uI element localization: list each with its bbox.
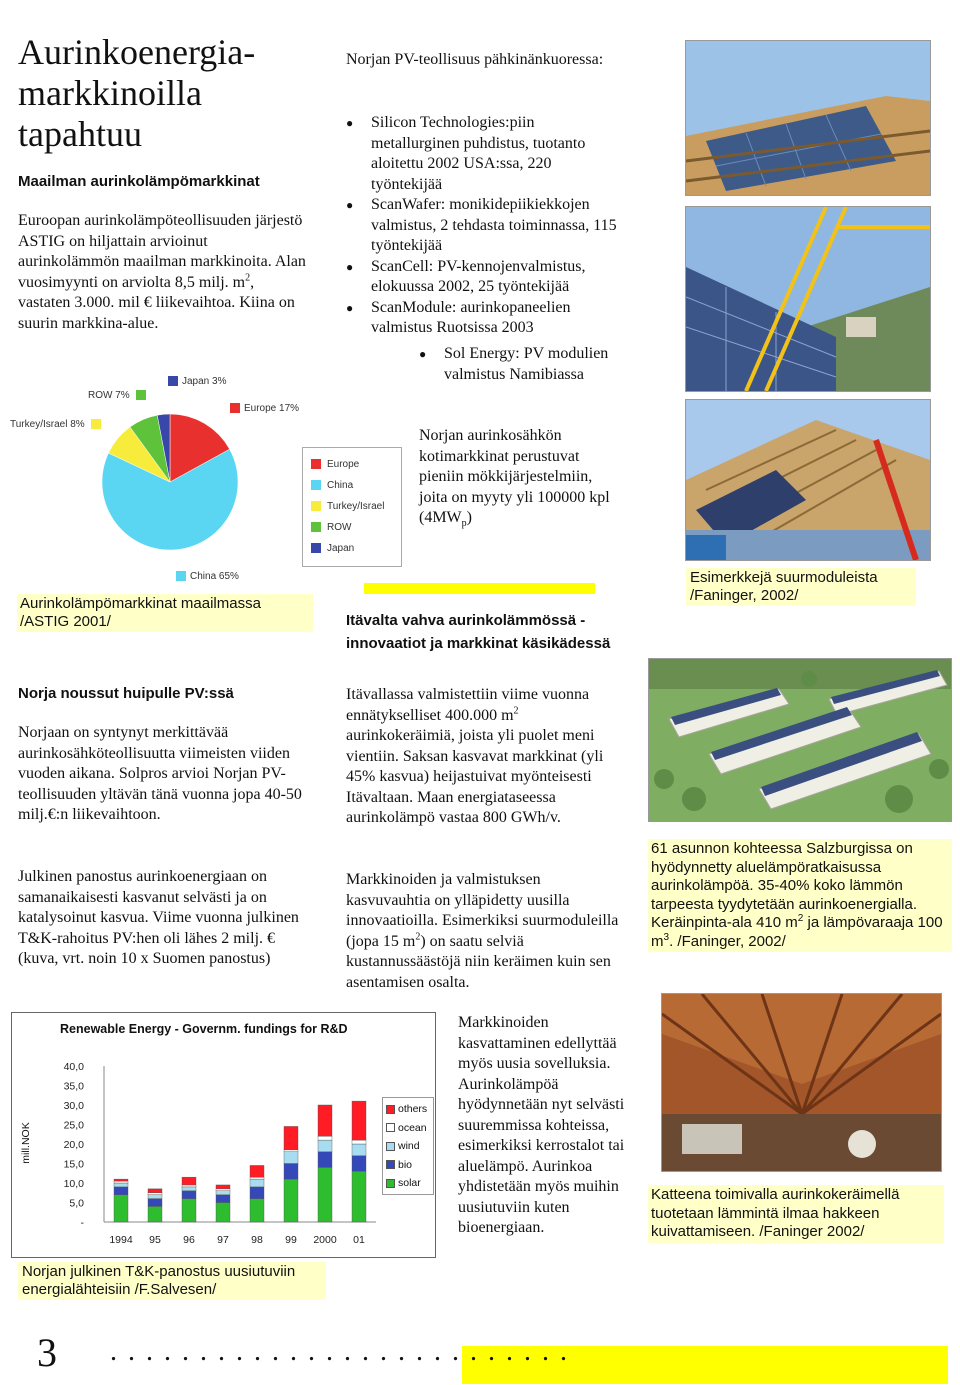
pv-item-scancell: ● ScanCell: PV-kennojenvalmistus, elokuussa 2002, 25 työntekijää	[346, 257, 621, 298]
pv-item-scanwafer: ● ScanWafer: monikidepiikiekkojen valmistus, 2 tehdasta toiminnassa, 115 työntekijää	[346, 195, 621, 257]
bar-ocean-98	[250, 1177, 264, 1179]
bar-chart-y-tick: 10,0	[63, 1178, 84, 1190]
pv-sub-list	[419, 344, 609, 385]
bar-bio-1994	[114, 1187, 128, 1195]
bar-bio-98	[250, 1187, 264, 1199]
bar-bio-96	[182, 1191, 196, 1199]
bar-ocean-97	[216, 1189, 230, 1191]
bar-bio-97	[216, 1195, 230, 1203]
bar-legend-ocean	[386, 1122, 427, 1134]
bar-others-2000	[318, 1105, 332, 1136]
bar-ocean-95	[148, 1193, 162, 1195]
bar-chart-y-tick: 5,0	[69, 1197, 84, 1210]
bar-wind-99	[284, 1152, 298, 1164]
bar-wind-97	[216, 1191, 230, 1195]
bar-chart-plot	[12, 1013, 435, 1257]
photo-solar-roof-frame	[685, 40, 931, 196]
pie-legend-turkey: Turkey/Israel	[311, 501, 384, 512]
bar-chart-y-tick: 25,0	[63, 1119, 84, 1132]
bar-legend-swatch	[386, 1160, 395, 1169]
bar-ocean-96	[182, 1185, 196, 1187]
bar-wind-95	[148, 1195, 162, 1199]
pie-label-turkey: Turkey/Israel 8%	[10, 419, 101, 430]
norway-paragraph-1: Norjaan on syntynyt merkittävää aurinkosähköteollisuutta viimeisten viiden vuoden aikana. Solpros arvioi Norjan PV-teollisuuden yltävän tänä vuonna jopa 40-50 milj.€:n liikevaihtoon.	[18, 724, 302, 823]
bar-wind-01	[352, 1144, 366, 1156]
bar-chart-y-tick: 40,0	[63, 1061, 84, 1073]
bar-bio-99	[284, 1164, 298, 1180]
bar-chart-title: Renewable Energy - Governm. fundings for R&D	[60, 1022, 348, 1036]
bar-solar-97	[216, 1203, 230, 1223]
bar-legend-swatch	[386, 1105, 395, 1114]
bar-others-95	[148, 1189, 162, 1193]
norway-heading: Norja noussut huipulle PV:ssä	[18, 685, 234, 702]
bar-chart-x-tick: 99	[285, 1234, 297, 1246]
bar-legend-swatch	[386, 1142, 395, 1151]
bar-others-96	[182, 1177, 196, 1185]
bar-ocean-1994	[114, 1181, 128, 1183]
pie-swatch-japan	[168, 376, 178, 386]
bar-chart-y-tick: 35,0	[63, 1080, 84, 1093]
pie-label-china: China 65%	[176, 571, 239, 582]
world-market-text: Euroopan aurinkolämpöteollisuuden järjestö ASTIG on hiljattain arvioinut aurinkolämmön maailman markkinoita. Alan vuosimyynti on arviolta 8,5 milj. $m^2$, vastaten 3.000. mil € liikevaihtoa. Kiina on suurin markkina-alue.	[18, 212, 306, 332]
pie-legend-japan: Japan	[311, 543, 354, 554]
photo-crane-installation	[685, 206, 931, 392]
bar-solar-96	[182, 1199, 196, 1222]
bar-chart-x-tick: 1994	[109, 1234, 133, 1246]
pv-company-list	[346, 113, 621, 339]
pie-label-europe: Europe 17%	[230, 403, 299, 414]
bar-solar-95	[148, 1206, 162, 1222]
bar-solar-2000	[318, 1167, 332, 1222]
pie-legend-china: China	[311, 480, 353, 491]
bar-bio-2000	[318, 1152, 332, 1168]
pie-swatch-turkey	[91, 419, 101, 429]
norway-paragraph-2: Julkinen panostus aurinkoenergiaan on samanaikaisesti kasvanut selvästi ja on katalysoinut kasvua. Viime vuonna julkinen T&K-rahoitus PV:hen oli lähes 2 milj. € (kuva, vrt. noin 10 x Suomen panostus)	[18, 868, 299, 967]
photo-wooden-roof-interior	[661, 993, 942, 1172]
bar-others-01	[352, 1101, 366, 1140]
bar-chart-y-tick: 15,0	[63, 1158, 84, 1171]
page-headline: Aurinkoenergia-markkinoilla tapahtuu	[18, 32, 256, 154]
pie-legend	[302, 447, 402, 567]
bar-ocean-01	[352, 1140, 366, 1144]
bar-chart-frame	[11, 1012, 436, 1258]
austria-paragraph-1: Itävallassa valmistettiin viime vuonna ennätykselliset 400.000 $m^2$ aurinkokeräimiä, joista yli puolet meni vientiin. Saksan kasvavat markkinat (yli 45% kasvua) heijastuivat myönteisesti Itävaltaan. Maan energiataseessa aurinkolämpö vastaa 800 GWh/v.	[346, 686, 604, 826]
bar-chart-x-tick: 96	[183, 1234, 195, 1246]
pie-caption: Aurinkolämpömarkkinat maailmassa /ASTIG 2001/	[17, 594, 313, 632]
pie-label-japan: Japan 3%	[168, 376, 226, 387]
bar-wind-2000	[318, 1140, 332, 1152]
pie-swatch-europe	[230, 403, 240, 413]
bar-chart-x-tick: 97	[217, 1234, 229, 1246]
bar-legend-swatch	[386, 1179, 395, 1188]
photo-salzburg-housing	[648, 658, 952, 822]
bar-chart-ylabel: mill.NOK	[20, 1122, 32, 1164]
bar-legend-label: ocean	[398, 1121, 427, 1134]
bar-wind-98	[250, 1179, 264, 1187]
bar-solar-1994	[114, 1195, 128, 1222]
bar-chart-caption: Norjan julkinen T&K-panostus uusiutuviin energialähteisiin /F.Salvesen/	[18, 1262, 326, 1300]
pv-item-silicon: ● Silicon Technologies:piin metallurginen puhdistus, tuotanto aloitettu 2002 USA:ssa, 220 työntekijää	[346, 113, 621, 195]
yellow-rule	[364, 583, 595, 594]
bar-others-99	[284, 1126, 298, 1149]
page-number: 3	[37, 1330, 57, 1375]
bar-chart-legend	[382, 1097, 434, 1195]
bar-legend-bio	[386, 1159, 412, 1171]
austria-paragraph-2: Markkinoiden ja valmistuksen kasvuvauhtia on ylläpidetty uusilla innovaatioilla. Esimerkiksi suurmoduleilla (jopa 15 $m^2$) on saatu selviä kustannussäästöjä niin keräimen kuin sen asentamisen osalta.	[346, 871, 619, 991]
pie-swatch-row	[136, 390, 146, 400]
bar-wind-1994	[114, 1183, 128, 1187]
bar-solar-99	[284, 1179, 298, 1222]
pv-item-solenergy: ● Sol Energy: PV modulien valmistus Namibiassa	[419, 344, 609, 385]
bar-ocean-99	[284, 1150, 298, 1152]
bar-solar-01	[352, 1171, 366, 1222]
photo-timber-roof-crane	[685, 399, 931, 561]
bar-wind-96	[182, 1187, 196, 1191]
bar-solar-98	[250, 1199, 264, 1222]
pie-label-row: ROW 7%	[88, 390, 146, 401]
pie-legend-europe: Europe	[311, 459, 359, 470]
roof-caption: Katteena toimivalla aurinkokeräimellä tuotetaan lämmintä ilmaa hakkeen kuivattamiseen. /Faninger 2002/	[648, 1185, 944, 1243]
bar-legend-wind	[386, 1140, 420, 1152]
bar-chart-y-tick: 20,0	[63, 1139, 84, 1151]
bar-chart-x-tick: 2000	[313, 1234, 337, 1246]
bar-legend-label: bio	[398, 1158, 413, 1171]
bar-chart-x-tick: 98	[251, 1234, 263, 1246]
markets-text: Markkinoiden kasvattaminen edellyttää myös uusia sovelluksia. Aurinkolämpöä hyödynnetään nyt selvästi suuremmissa kohteissa, esimerkiksi kerrostalot tai aluelämpö. Aurinkoa yhdistetään myös muihin uusiutuviin kuten bioenergiaan.	[458, 1014, 625, 1236]
bar-chart-y-tick: -	[80, 1217, 84, 1229]
salzburg-caption: 61 asunnon kohteessa Salzburgissa on hyödynnetty aluelämpöratkaisussa aurinkolämpöä. 35-40% koko lämmön tarpeesta tyydytetään aurinkoenergialla. Keräinpinta-ala 410 $m^2$ ja lämpövaraaja 100 $m^3$. /Faninger, 2002/	[648, 839, 952, 952]
bar-bio-01	[352, 1156, 366, 1172]
bar-legend-solar	[386, 1177, 421, 1189]
cottage-market-text: Norjan aurinkosähkön kotimarkkinat perustuvat pieniin mökkijärjestelmiin, joita on myyty yli 100000 kpl $(4MW_p)$	[419, 427, 610, 530]
bar-ocean-2000	[318, 1136, 332, 1140]
austria-heading: Itävalta vahva aurinkolämmössä - innovaatiot ja markkinat käsikädessä	[346, 612, 611, 652]
bar-legend-label: solar	[398, 1177, 421, 1189]
bar-others-1994	[114, 1179, 128, 1181]
bar-bio-95	[148, 1199, 162, 1207]
bar-legend-swatch	[386, 1123, 395, 1132]
bar-chart-x-tick: 95	[149, 1234, 161, 1246]
bar-chart-y-tick: 30,0	[63, 1100, 84, 1112]
bar-legend-others	[386, 1103, 427, 1115]
world-market-heading: Maailman aurinkolämpömarkkinat	[18, 173, 260, 190]
bar-legend-label: others	[398, 1103, 428, 1115]
examples-caption: Esimerkkejä suurmoduleista /Faninger, 2002/	[686, 568, 916, 606]
world-market-pie-chart	[100, 412, 240, 552]
footer-dots: . . . . . . . . . . . . . . . . . . . . . . . . . .	[110, 1336, 569, 1367]
bar-legend-label: wind	[398, 1140, 420, 1152]
pv-intro: Norjan PV-teollisuus pähkinänkuoressa:	[346, 51, 604, 68]
pv-item-scanmodule: ● ScanModule: aurinkopaneelien valmistus Ruotsissa 2003	[346, 298, 621, 339]
bar-others-98	[250, 1165, 264, 1177]
pie-swatch-china	[176, 571, 186, 581]
pie-legend-row: ROW	[311, 522, 351, 533]
bar-chart-x-tick: 01	[353, 1234, 365, 1246]
bar-others-97	[216, 1185, 230, 1189]
